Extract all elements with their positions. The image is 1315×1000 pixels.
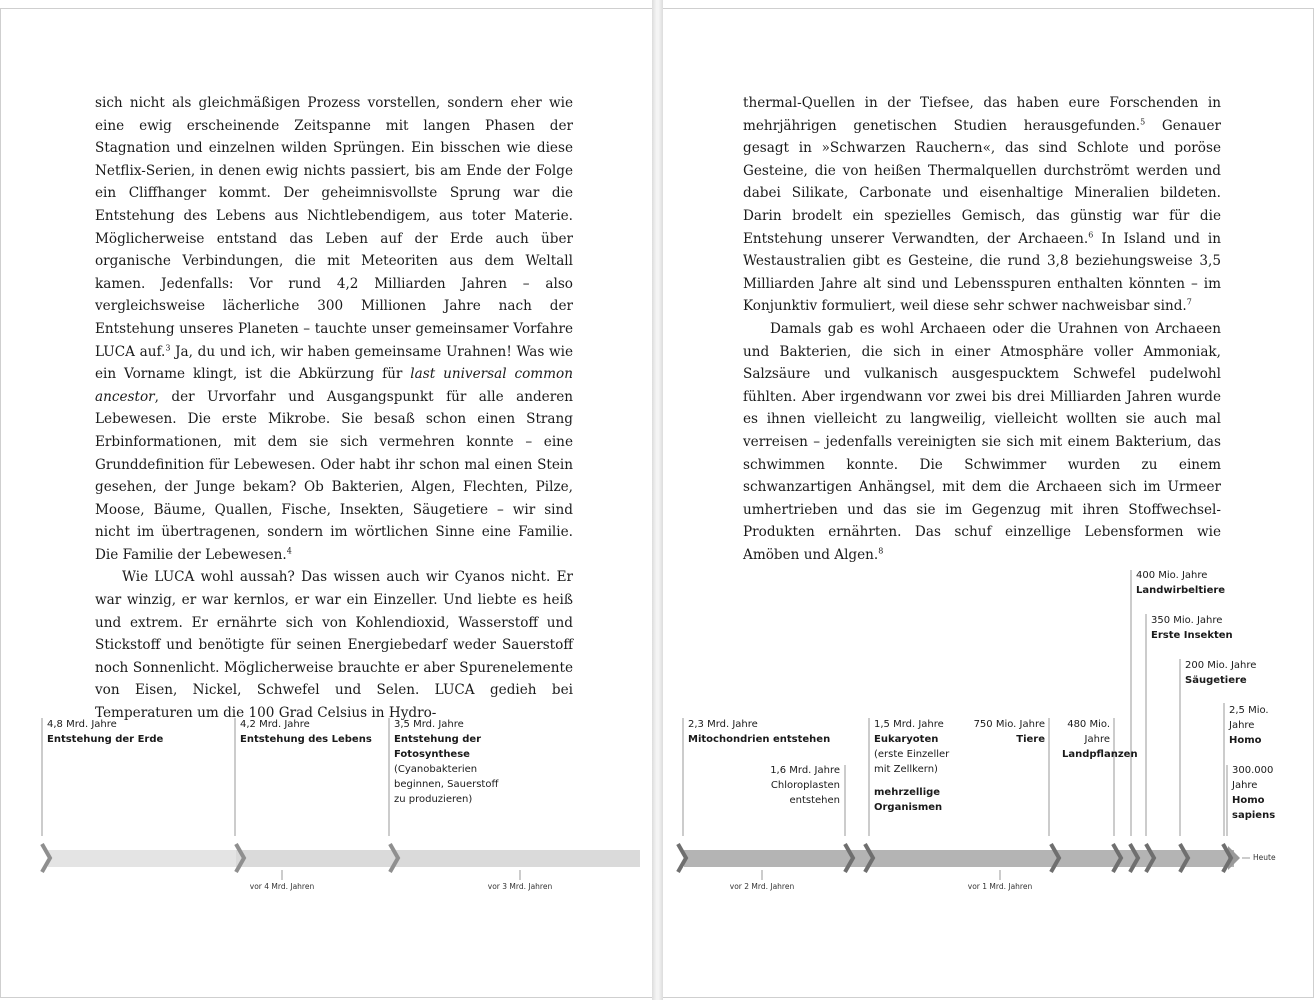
timeline-bar-segment — [48, 850, 236, 867]
event-label: Säugetiere — [1185, 675, 1247, 686]
event-date: 400 Mio. Jahre — [1136, 570, 1208, 581]
axis-label: vor 4 Mrd. Jahren — [249, 882, 315, 891]
footnote-ref: 4 — [286, 546, 292, 556]
text-run: thermal-Quellen in der Tiefsee, das haben eure Forschenden in mehrjährigen genetischen Studien herausgefunden. — [743, 95, 1221, 134]
axis-end-label: Heute — [1253, 853, 1276, 862]
event-label: Entstehung der Erde — [47, 734, 164, 745]
event-label: Erste Insekten — [1151, 630, 1233, 641]
event-label: Landpflanzen — [1062, 749, 1138, 760]
event-label-multicellular: mehrzellige Organismen — [874, 787, 943, 813]
event-date: 4,2 Mrd. Jahre — [240, 719, 310, 730]
timeline-event-landplants — [1062, 717, 1138, 762]
axis-label: vor 2 Mrd. Jahren — [729, 882, 795, 891]
footnote-ref: 3 — [165, 343, 171, 352]
text-run: Ja, du und ich, wir haben gemeinsame Urahnen! Was wie ein Vorname klingt, ist die Abkürzung für — [95, 343, 573, 383]
event-label: Homo sapiens — [1232, 795, 1276, 821]
timeline-event-landvertebrates — [1136, 568, 1225, 598]
event-label: Eukaryoten — [874, 734, 939, 745]
event-date: 3,5 Mrd. Jahre — [394, 719, 464, 730]
timeline-event-life — [240, 717, 372, 747]
timeline-event-homo-sapiens — [1232, 763, 1277, 823]
text-run: , der Urvorfahr und Ausgangspunkt für alle anderen Lebewesen. Die erste Mikrobe. Sie besaß schon einen Strang Erbinformationen, mit dem sie sich vermehren konnte – eine Grunddefinition für Lebewesen. Oder habt ihr schon mal einen Stein gesehen, der Junge bekam? Ob Bakterien, Algen, Flechten, Pilze, Moose, Bäume, Quallen, Fische, Insekten, Säugetiere – wir sind nicht im übertragenen, sondern im wörtlichen Sinne eine Familie. Die Familie der Lebewesen. — [95, 388, 573, 563]
timeline-event-photosynthesis — [394, 717, 499, 807]
event-note: (Cyanobakterien beginnen, Sauerstoff zu produzieren) — [394, 764, 499, 805]
chevron-icon — [42, 844, 50, 872]
event-date: 2,3 Mrd. Jahre — [688, 719, 758, 730]
timeline-event-mitochondria — [688, 717, 830, 747]
footnote-ref: 8 — [878, 546, 884, 556]
timeline-event-mammals — [1185, 658, 1256, 688]
event-label: Entstehung des Lebens — [240, 734, 372, 745]
event-note: (erste Einzeller mit Zellkern) — [874, 749, 950, 775]
event-date: 300.000 Jahre — [1232, 765, 1274, 791]
text-run: Wie LUCA wohl aussah? Das wissen auch wir Cyanos nicht. Er war winzig, er war kernlos, er war ein Einzeller. Und liebte es heiß und extrem. Er ernährte sich von Kohlendioxid, Wasserstoff und Stickstoff und benötigte für seinen Energiebedarf weder Sauerstoff noch Sonnenlicht. Möglicherweise brauchte er aber Spurenelemente von Eisen, Nickel, Schwefel und Selen. LUCA gedieh bei Temperaturen um die 100 Grad Celsius in Hydro- — [95, 569, 573, 722]
event-date: 2,5 Mio. Jahre — [1229, 705, 1269, 731]
timeline-event-earth — [47, 717, 163, 747]
event-date: 480 Mio. Jahre — [1067, 719, 1110, 745]
axis-label: vor 1 Mrd. Jahren — [967, 882, 1033, 891]
event-label: Homo — [1229, 735, 1262, 746]
event-date: 750 Mio. Jahre — [973, 719, 1045, 730]
timeline-event-homo — [1229, 703, 1269, 748]
timeline-event-insects — [1151, 613, 1233, 643]
footnote-ref: 6 — [1088, 230, 1094, 240]
event-date: 1,5 Mrd. Jahre — [874, 719, 944, 730]
event-date: 350 Mio. Jahre — [1151, 615, 1223, 626]
event-date: 1,6 Mrd. Jahre — [770, 765, 840, 776]
event-date: 4,8 Mrd. Jahre — [47, 719, 117, 730]
event-label: Mitochondrien entstehen — [688, 734, 831, 745]
text-run: In Island und in Westaustralien gibt es Gesteine, die rund 3,8 beziehungsweise 3,5 Milliarden Jahre alt sind und Lebensspuren enthalten könnten – im Konjunktiv formuliert, weil diese sehr schwer nachweisbar sind. — [743, 230, 1221, 315]
event-label: Entstehung der Fotosynthese — [394, 734, 482, 760]
text-run: Genauer gesagt in »Schwarzen Rauchern«, das sind Schlote und poröse Gesteine, die von heißen Thermalquellen durchströmt werden und dabei Silikate, Carbonate und eisenhaltige Mineralien bildeten. Darin brodelt ein spezielles Gemisch, das günstig war für die Entstehung unserer Verwandten, der Archaeen. — [743, 117, 1221, 247]
event-label: Tiere — [1016, 734, 1045, 745]
text-run: Damals gab es wohl Archaeen oder die Urahnen von Archaeen und Bakterien, die sich in einer Atmosphäre voller Ammoniak, Salzsäure und vulkanisch ausgespucktem Schwefel pudelwohl fühlten. Aber irgendwann vor zwei bis drei Milliarden Jahren wurde es ihnen vielleicht zu langweilig, vielleicht wollten sie auch mal verreisen – jedenfalls vereinigten sie sich mit einem Bakterium, das schwimmen konnte. Die Schwimmer wurden zu einem schwanzartigen Anhängsel, mit dem die Archaeen sich im Urmeer umhertrieben und das sie im Gegenzug mit ihren Stoffwechsel-Produkten ernährten. Das schuf einzellige Lebensformen wie Amöben und Algen. — [743, 320, 1221, 563]
axis-label: vor 3 Mrd. Jahren — [487, 882, 553, 891]
timeline-event-chloroplasts — [765, 763, 840, 808]
text-run: sich nicht als gleichmäßigen Prozess vorstellen, sondern eher wie eine ewig erscheinende Zeitspanne mit langen Phasen der Stagnation und einzelnen wilden Sprüngen. Ein bisschen wie diese Netflix-Serien, in denen ewig nichts passiert, bis am Ende der Folge ein Cliffhanger kommt. Der geheimnisvollste Sprung war die Entstehung des Lebens aus Nichtlebendigem, aus toter Materie. Möglicherweise entstand das Leben auf der Erde auch über organische Verbindungen, die mit Meteoriten aus dem Weltall kamen. Jedenfalls: Vor rund 4,2 Milliarden Jahren – also vergleichsweise lächerliche 300 Millionen Jahre nach der Entstehung unseres Planeten – tauchte unser gemeinsamer Vorfahre LUCA auf. — [95, 95, 573, 360]
timeline-event-animals — [970, 717, 1045, 747]
footnote-ref: 5 — [1140, 117, 1146, 127]
event-date: 200 Mio. Jahre — [1185, 660, 1257, 671]
event-label: Landwirbeltiere — [1136, 585, 1226, 596]
chevron-icon — [678, 844, 686, 872]
timeline-event-eukaryotes — [874, 717, 956, 815]
italic-term: last universal common ancestor — [95, 366, 573, 405]
footnote-ref: 7 — [1186, 297, 1192, 307]
event-label: Chloroplasten entstehen — [770, 780, 840, 806]
